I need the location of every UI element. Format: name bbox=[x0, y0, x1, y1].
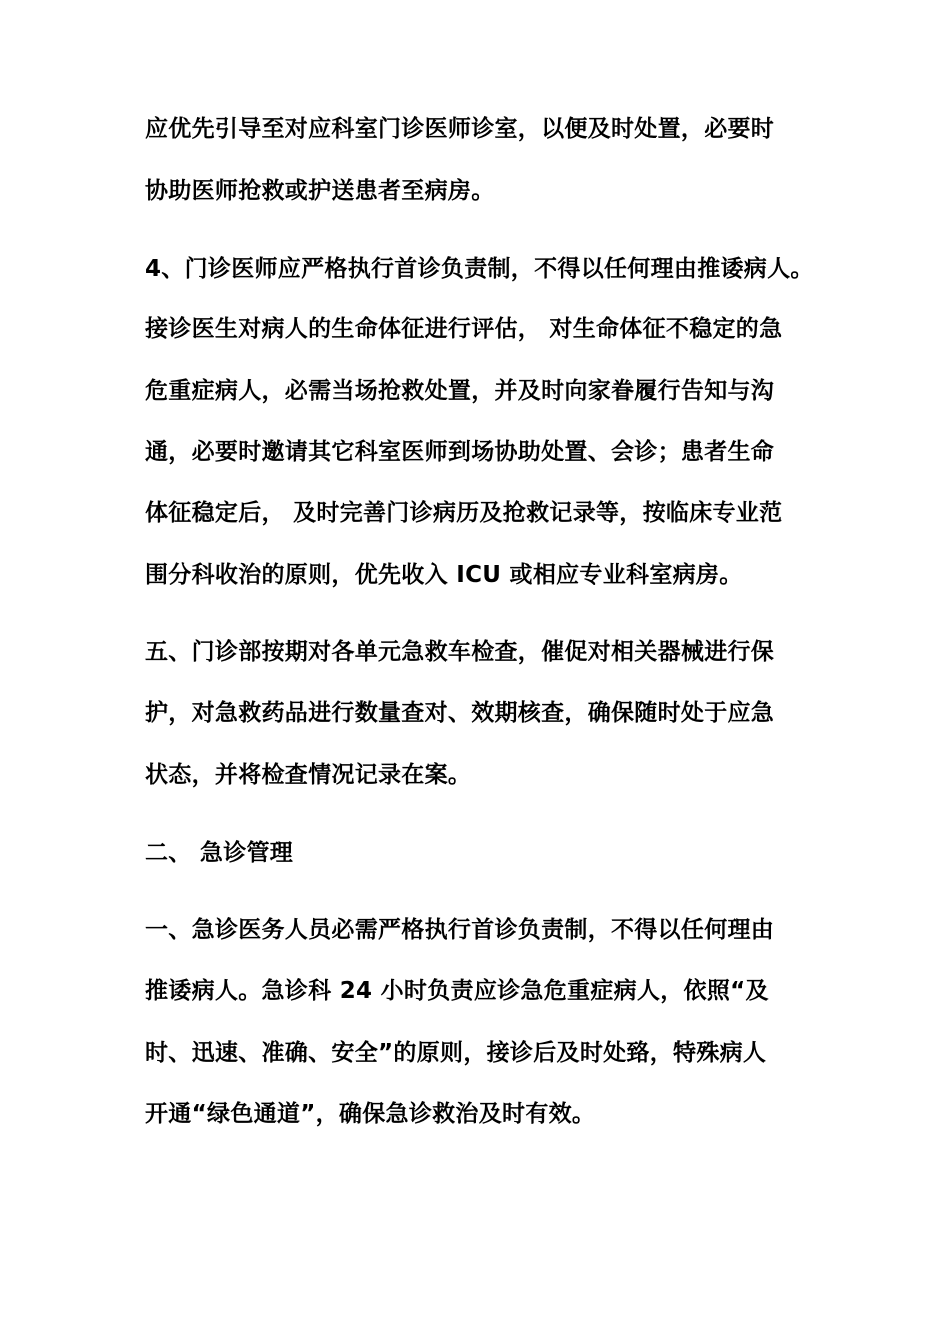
text-line: 推诿病人。急诊科 24 小时负责应诊急危重症病人，依照“及 bbox=[145, 978, 769, 1004]
text-line: 护，对急救药品进行数量查对、效期核查，确保随时处于应急 bbox=[145, 700, 775, 726]
text-line: 通，必要时邀请其它科室医师到场协助处置、会诊；患者生命 bbox=[145, 439, 775, 465]
text-line: 危重症病人，必需当场抢救处置，并及时向家眷履行告知与沟 bbox=[145, 378, 775, 404]
text-line: 状态，并将检查情况记录在案。 bbox=[145, 762, 472, 788]
text-line: 接诊医生对病人的生命体征进行评估， 对生命体征不稳定的急 bbox=[145, 316, 783, 342]
text-line: 4、门诊医师应严格执行首诊负责制，不得以任何理由推诿病人。 bbox=[145, 256, 814, 282]
text-line: 协助医师抢救或护送患者至病房。 bbox=[145, 178, 495, 204]
text-line: 五、门诊部按期对各单元急救车检查，催促对相关器械进行保 bbox=[145, 639, 775, 665]
section-heading: 二、 急诊管理 bbox=[145, 840, 294, 866]
text-line: 开通“绿色通道”，确保急诊救治及时有效。 bbox=[145, 1101, 596, 1127]
text-line: 应优先引导至对应科室门诊医师诊室，以便及时处置，必要时 bbox=[145, 116, 775, 142]
text-line: 围分科收治的原则，优先收入 ICU 或相应专业科室病房。 bbox=[145, 562, 743, 588]
text-line: 一、急诊医务人员必需严格执行首诊负责制，不得以任何理由 bbox=[145, 917, 775, 943]
text-line: 体征稳定后， 及时完善门诊病历及抢救记录等，按临床专业范 bbox=[145, 500, 783, 526]
text-line: 时、迅速、准确、安全”的原则，接诊后及时处臵，特殊病人 bbox=[145, 1040, 767, 1066]
